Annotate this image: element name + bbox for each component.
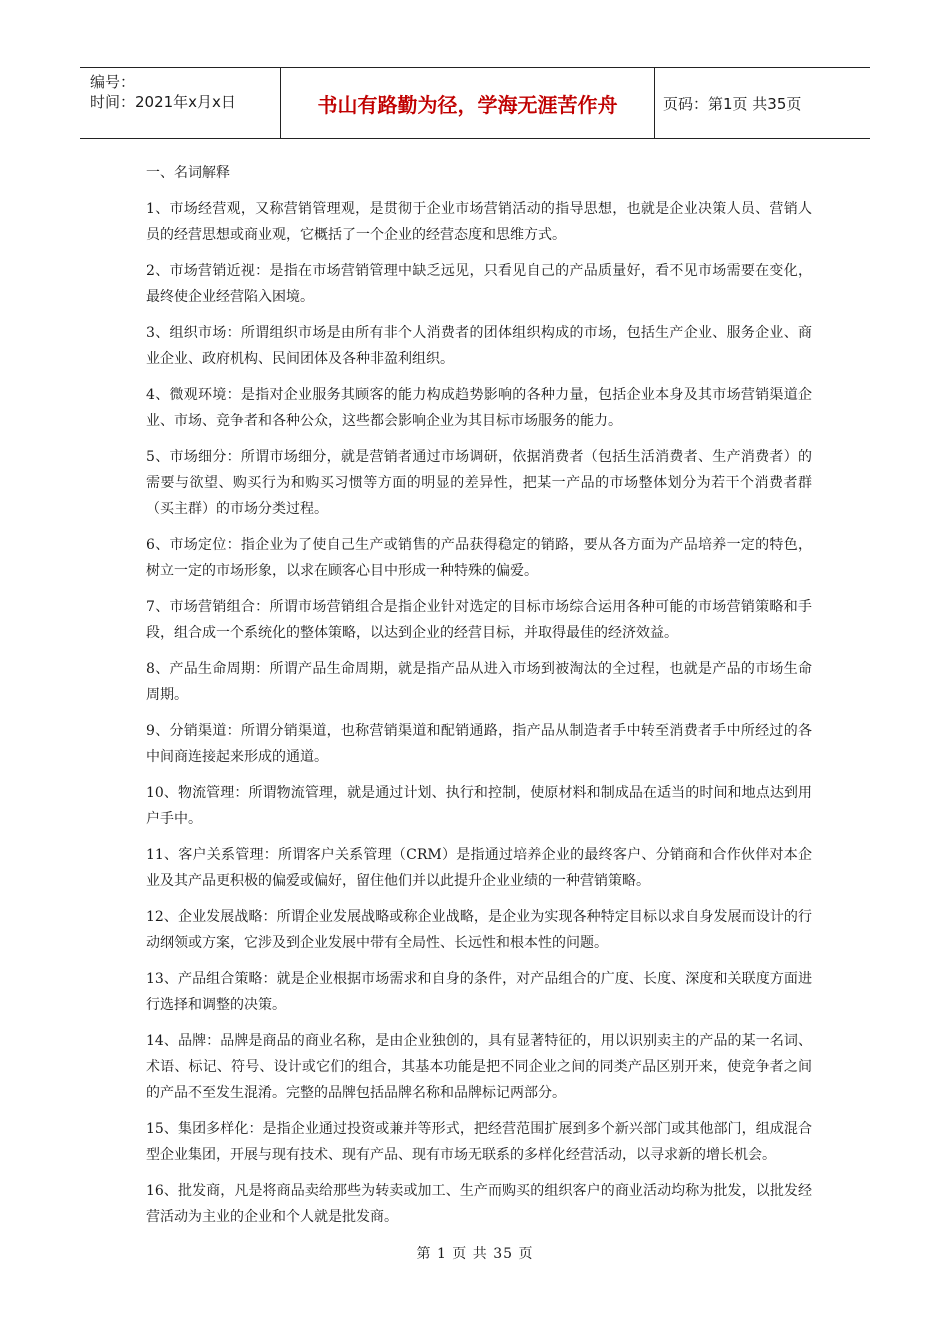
header-page-number: 页码：第1页 共35页 [663, 94, 802, 113]
term-definition-4: 4、微观环境：是指对企业服务其顾客的能力构成趋势影响的各种力量，包括企业本身及其市场营销渠道企业、市场、竞争者和各种公众，这些都会影响企业为其目标市场服务的能力。 [146, 387, 812, 429]
term-definition-11: 11、客户关系管理：所谓客户关系管理（CRM）是指通过培养企业的最终客户、分销商和合作伙伴对本企业及其产品更积极的偏爱或偏好，留住他们并以此提升企业业绩的一种营销策略。 [146, 847, 812, 889]
term-definition-2: 2、市场营销近视：是指在市场营销管理中缺乏远见，只看见自己的产品质量好，看不见市场需要在变化，最终使企业经营陷入困境。 [146, 263, 812, 305]
term-definition-13: 13、产品组合策略：就是企业根据市场需求和自身的条件，对产品组合的广度、长度、深度和关联度方面进行选择和调整的决策。 [146, 971, 812, 1013]
header-info-cell [80, 68, 281, 138]
term-definition-16: 16、批发商，凡是将商品卖给那些为转卖或加工、生产而购买的组织客户的商业活动均称为批发，以批发经营活动为主业的企业和个人就是批发商。 [146, 1183, 812, 1225]
term-definition-10: 10、物流管理：所谓物流管理，就是通过计划、执行和控制，使原材料和制成品在适当的时间和地点达到用户手中。 [146, 785, 812, 827]
term-definition-1: 1、市场经营观，又称营销管理观，是贯彻于企业市场营销活动的指导思想，也就是企业决策人员、营销人员的经营思想或商业观，它概括了一个企业的经营态度和思维方式。 [146, 201, 812, 243]
term-definition-14: 14、品牌：品牌是商品的商业名称，是由企业独创的，具有显著特征的，用以识别卖主的产品的某一名词、术语、标记、符号、设计或它们的组合，其基本功能是把不同企业之间的同类产品区别开来，使竞争者之间的产品不至发生混淆。完整的品牌包括品牌名称和品牌标记两部分。 [146, 1033, 812, 1101]
term-definition-12: 12、企业发展战略：所谓企业发展战略或称企业战略，是企业为实现各种特定目标以求自身发展而设计的行动纲领或方案，它涉及到企业发展中带有全局性、长远性和根本性的问题。 [146, 909, 812, 951]
term-definition-8: 8、产品生命周期：所谓产品生命周期，就是指产品从进入市场到被淘汰的全过程，也就是产品的市场生命周期。 [146, 661, 812, 703]
term-definition-3: 3、组织市场：所谓组织市场是由所有非个人消费者的团体组织构成的市场，包括生产企业、服务企业、商业企业、政府机构、民间团体及各种非盈利组织。 [146, 325, 812, 367]
term-definition-9: 9、分销渠道：所谓分销渠道，也称营销渠道和配销通路，指产品从制造者手中转至消费者手中所经过的各中间商连接起来形成的通道。 [146, 723, 812, 765]
term-definition-6: 6、市场定位：指企业为了使自己生产或销售的产品获得稳定的销路，要从各方面为产品培养一定的特色，树立一定的市场形象，以求在顾客心目中形成一种特殊的偏爱。 [146, 537, 812, 579]
page-footer: 第 1 页 共 35 页 [416, 1246, 534, 1262]
section-title: 一、名词解释 [146, 165, 230, 181]
term-definition-7: 7、市场营销组合：所谓市场营销组合是指企业针对选定的目标市场综合运用各种可能的市场营销策略和手段，组合成一个系统化的整体策略，以达到企业的经营目标，并取得最佳的经济效益。 [146, 599, 812, 641]
header-motto: 书山有路勤为径，学海无涯苦作舟 [281, 68, 655, 138]
document-number-label: 编号： [90, 73, 136, 91]
document-time-label: 时间：2021年x月x日 [90, 93, 236, 111]
document-header [80, 67, 870, 139]
document-body [146, 160, 812, 1240]
term-definition-5: 5、市场细分：所谓市场细分，就是营销者通过市场调研，依据消费者（包括生活消费者、生产消费者）的需要与欲望、购买行为和购买习惯等方面的明显的差异性，把某一产品的市场整体划分为若干个消费者群（买主群）的市场分类过程。 [146, 449, 812, 517]
term-definition-15: 15、集团多样化：是指企业通过投资或兼并等形式，把经营范围扩展到多个新兴部门或其他部门，组成混合型企业集团，开展与现有技术、现有产品、现有市场无联系的多样化经营活动，以寻求新的增长机会。 [146, 1121, 812, 1163]
